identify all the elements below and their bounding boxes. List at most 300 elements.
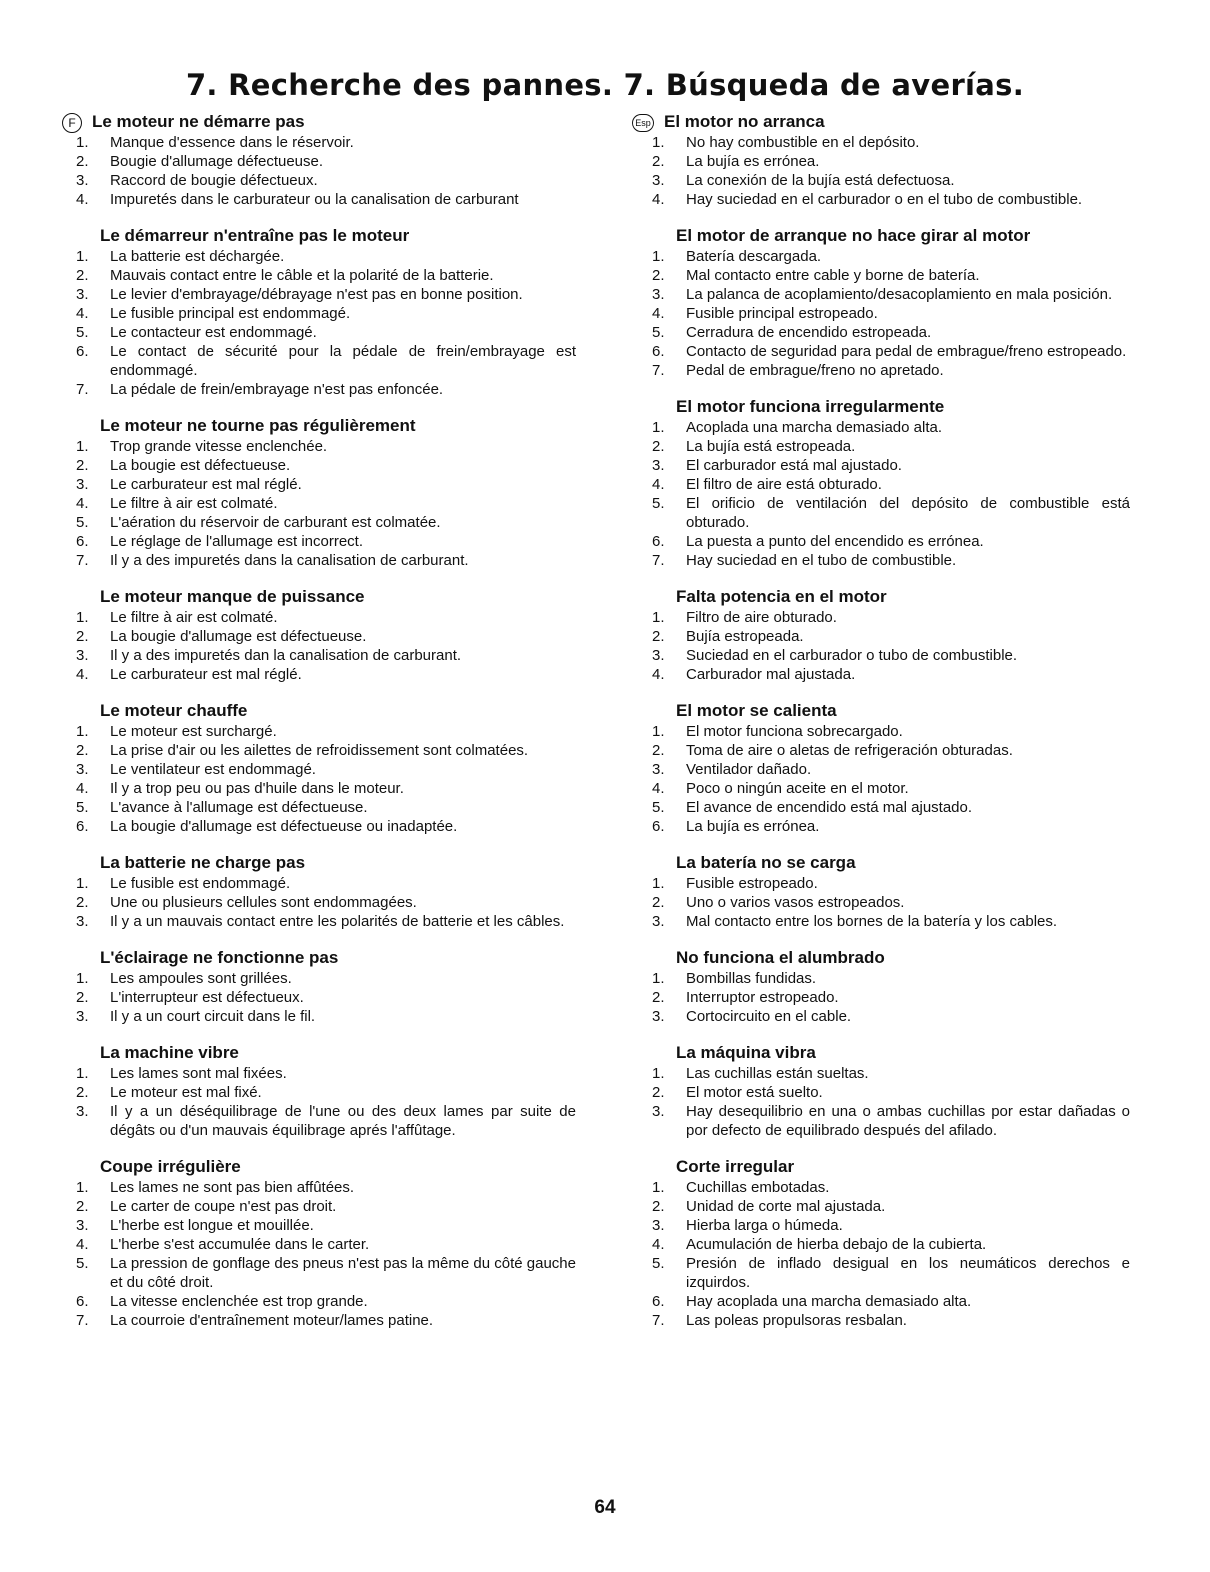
troubleshooting-section xyxy=(652,853,1130,931)
item-text: El carburador está mal ajustado. xyxy=(686,457,902,474)
list-item xyxy=(652,1102,1130,1140)
list-item xyxy=(76,646,576,665)
list-item xyxy=(76,152,576,171)
item-number: 6. xyxy=(652,1293,665,1310)
item-text: Bujía estropeada. xyxy=(686,628,804,645)
troubleshooting-section xyxy=(652,226,1130,380)
item-number: 2. xyxy=(76,742,89,759)
list-item xyxy=(76,1216,576,1235)
list-item xyxy=(76,494,576,513)
item-text: Filtro de aire obturado. xyxy=(686,609,837,626)
list-item xyxy=(76,285,576,304)
list-item xyxy=(652,741,1130,760)
list-item xyxy=(652,304,1130,323)
item-number: 3. xyxy=(76,476,89,493)
list-item xyxy=(652,1216,1130,1235)
list-item xyxy=(76,912,576,931)
list-item xyxy=(76,1102,576,1140)
list-item xyxy=(76,190,576,209)
item-number: 3. xyxy=(652,286,665,303)
item-text: Impuretés dans le carburateur ou la canalisation de carburant xyxy=(110,191,519,208)
item-number: 5. xyxy=(652,1255,665,1272)
item-text: L'avance à l'allumage est défectueuse. xyxy=(110,799,368,816)
list-item xyxy=(652,532,1130,551)
list-item xyxy=(652,1007,1130,1026)
list-item xyxy=(76,608,576,627)
list-item xyxy=(76,988,576,1007)
list-item xyxy=(76,627,576,646)
item-text: Suciedad en el carburador o tubo de combustible. xyxy=(686,647,1018,664)
list-item xyxy=(652,266,1130,285)
page-number: 64 xyxy=(594,1497,616,1518)
list-item xyxy=(76,551,576,570)
item-text: La pression de gonflage des pneus n'est pas la même du côté gauche et du côté droit. xyxy=(110,1255,576,1291)
item-number: 7. xyxy=(652,552,665,569)
list-item xyxy=(652,152,1130,171)
troubleshooting-section xyxy=(76,701,576,836)
item-number: 2. xyxy=(76,1084,89,1101)
item-text: Hay suciedad en el carburador o en el tubo de combustible. xyxy=(686,191,1083,208)
item-number: 2. xyxy=(76,267,89,284)
item-text: El avance de encendido está mal ajustado. xyxy=(686,799,973,816)
item-text: Batería descargada. xyxy=(686,248,822,265)
troubleshooting-section xyxy=(68,112,576,209)
item-number: 1. xyxy=(76,248,89,265)
item-number: 6. xyxy=(76,818,89,835)
item-number: 1. xyxy=(76,875,89,892)
list-item xyxy=(652,1311,1130,1330)
item-number: 3. xyxy=(76,761,89,778)
list-item xyxy=(652,665,1130,684)
troubleshooting-section xyxy=(76,226,576,399)
cause-list xyxy=(652,1178,1130,1330)
item-number: 4. xyxy=(652,305,665,322)
item-text: L'herbe s'est accumulée dans le carter. xyxy=(110,1236,370,1253)
item-number: 6. xyxy=(652,533,665,550)
item-text: Pedal de embrague/freno no apretado. xyxy=(686,362,944,379)
list-item xyxy=(76,760,576,779)
section-heading: La batterie ne charge pas xyxy=(100,853,306,872)
list-item xyxy=(652,874,1130,893)
section-heading: Corte irregular xyxy=(676,1157,795,1176)
item-text: La bujía está estropeada. xyxy=(686,438,856,455)
item-number: 3. xyxy=(652,647,665,664)
list-item xyxy=(76,1064,576,1083)
cause-list xyxy=(76,722,576,836)
item-number: 2. xyxy=(652,742,665,759)
item-text: Unidad de corte mal ajustada. xyxy=(686,1198,886,1215)
item-number: 2. xyxy=(652,153,665,170)
item-number: 3. xyxy=(652,457,665,474)
item-number: 4. xyxy=(76,1236,89,1253)
list-item xyxy=(76,1007,576,1026)
item-text: La puesta a punto del encendido es errónea. xyxy=(686,533,984,550)
list-item xyxy=(76,722,576,741)
list-item xyxy=(76,133,576,152)
item-text: El motor funciona sobrecargado. xyxy=(686,723,903,740)
item-number: 6. xyxy=(76,533,89,550)
list-item xyxy=(76,1254,576,1292)
cause-list xyxy=(76,1178,576,1330)
item-number: 3. xyxy=(652,172,665,189)
list-item xyxy=(76,1292,576,1311)
list-item xyxy=(652,475,1130,494)
item-text: Ventilador dañado. xyxy=(686,761,812,778)
item-text: Il y a trop peu ou pas d'huile dans le moteur. xyxy=(110,780,404,797)
item-number: 1. xyxy=(652,1065,665,1082)
list-item xyxy=(652,722,1130,741)
language-header xyxy=(68,112,576,133)
item-number: 1. xyxy=(76,1065,89,1082)
item-text: Il y a un déséquilibrage de l'une ou des deux lames par suite de dégâts ou d'un mauvais équilibrage aprés l'affûtage. xyxy=(110,1103,576,1139)
list-item xyxy=(652,817,1130,836)
list-item xyxy=(652,247,1130,266)
item-number: 4. xyxy=(652,191,665,208)
list-item xyxy=(652,1254,1130,1292)
list-item xyxy=(652,361,1130,380)
troubleshooting-section xyxy=(76,1043,576,1140)
item-number: 2. xyxy=(76,457,89,474)
troubleshooting-section xyxy=(76,416,576,570)
item-text: Presión de inflado desigual en los neumáticos derechos e izquirdos. xyxy=(686,1255,1130,1291)
item-number: 4. xyxy=(652,666,665,683)
item-text: Toma de aire o aletas de refrigeración obturadas. xyxy=(686,742,1013,759)
item-text: La bujía es errónea. xyxy=(686,818,820,835)
item-text: Les lames sont mal fixées. xyxy=(110,1065,287,1082)
list-item xyxy=(652,969,1130,988)
list-item xyxy=(76,893,576,912)
item-number: 3. xyxy=(76,647,89,664)
item-number: 2. xyxy=(652,1084,665,1101)
item-number: 3. xyxy=(652,913,665,930)
item-number: 3. xyxy=(76,913,89,930)
list-item xyxy=(652,1083,1130,1102)
list-item xyxy=(76,741,576,760)
item-number: 1. xyxy=(652,609,665,626)
item-text: La vitesse enclenchée est trop grande. xyxy=(110,1293,368,1310)
item-number: 2. xyxy=(76,628,89,645)
item-number: 7. xyxy=(652,362,665,379)
item-number: 5. xyxy=(76,799,89,816)
item-text: Il y a des impuretés dans la canalisation de carburant. xyxy=(110,552,469,569)
item-text: La palanca de acoplamiento/desacoplamiento en mala posición. xyxy=(686,286,1113,303)
item-text: Le fusible est endommagé. xyxy=(110,875,291,892)
section-heading: Le moteur ne tourne pas régulièrement xyxy=(100,416,416,435)
item-text: La prise d'air ou les ailettes de refroidissement sont colmatées. xyxy=(110,742,529,759)
item-number: 3. xyxy=(76,172,89,189)
item-number: 4. xyxy=(76,305,89,322)
item-number: 1. xyxy=(652,875,665,892)
item-number: 2. xyxy=(652,1198,665,1215)
list-item xyxy=(76,171,576,190)
item-text: Les ampoules sont grillées. xyxy=(110,970,292,987)
troubleshooting-section xyxy=(635,112,1130,209)
item-text: Cuchillas embotadas. xyxy=(686,1179,830,1196)
section-heading: La máquina vibra xyxy=(676,1043,816,1062)
item-text: Le contact de sécurité pour la pédale de frein/embrayage est endommagé. xyxy=(110,343,576,379)
item-text: Le carburateur est mal réglé. xyxy=(110,666,302,683)
item-number: 3. xyxy=(652,761,665,778)
item-text: L'herbe est longue et mouillée. xyxy=(110,1217,314,1234)
list-item xyxy=(76,1197,576,1216)
item-number: 5. xyxy=(76,1255,89,1272)
list-item xyxy=(652,551,1130,570)
item-text: Le levier d'embrayage/débrayage n'est pas en bonne position. xyxy=(110,286,523,303)
item-number: 2. xyxy=(76,894,89,911)
list-item xyxy=(76,779,576,798)
language-badge-icon: F xyxy=(62,113,82,133)
list-item xyxy=(652,133,1130,152)
item-number: 4. xyxy=(76,191,89,208)
item-number: 2. xyxy=(652,989,665,1006)
list-item xyxy=(652,1235,1130,1254)
troubleshooting-section xyxy=(76,587,576,684)
item-number: 1. xyxy=(652,134,665,151)
item-text: Fusible principal estropeado. xyxy=(686,305,878,322)
item-number: 1. xyxy=(76,438,89,455)
list-item xyxy=(652,1178,1130,1197)
list-item xyxy=(76,380,576,399)
french-column xyxy=(68,112,576,1347)
item-text: Mal contacto entre cable y borne de batería. xyxy=(686,267,980,284)
cause-list xyxy=(76,247,576,399)
list-item xyxy=(76,798,576,817)
section-heading: Le moteur manque de puissance xyxy=(100,587,365,606)
item-text: Le fusible principal est endommagé. xyxy=(110,305,351,322)
list-item xyxy=(652,342,1130,361)
list-item xyxy=(652,190,1130,209)
item-text: La bujía es errónea. xyxy=(686,153,820,170)
item-number: 2. xyxy=(76,153,89,170)
item-number: 4. xyxy=(652,1236,665,1253)
item-number: 2. xyxy=(76,1198,89,1215)
item-text: El filtro de aire está obturado. xyxy=(686,476,882,493)
list-item xyxy=(652,988,1130,1007)
item-text: Le réglage de l'allumage est incorrect. xyxy=(110,533,364,550)
item-number: 5. xyxy=(652,324,665,341)
section-heading: Falta potencia en el motor xyxy=(676,587,887,606)
list-item xyxy=(652,779,1130,798)
item-text: Bougie d'allumage défectueuse. xyxy=(110,153,324,170)
item-number: 3. xyxy=(76,1103,89,1120)
list-item xyxy=(76,874,576,893)
list-item xyxy=(652,494,1130,532)
list-item xyxy=(76,513,576,532)
list-item xyxy=(76,475,576,494)
list-item xyxy=(76,817,576,836)
list-item xyxy=(76,437,576,456)
item-text: Il y a un mauvais contact entre les polarités de batterie et les câbles. xyxy=(110,913,565,930)
item-number: 3. xyxy=(76,286,89,303)
item-number: 5. xyxy=(76,514,89,531)
item-number: 1. xyxy=(76,609,89,626)
troubleshooting-section xyxy=(76,1157,576,1330)
list-item xyxy=(76,532,576,551)
item-number: 1. xyxy=(76,1179,89,1196)
item-number: 2. xyxy=(76,989,89,1006)
item-text: L'interrupteur est défectueux. xyxy=(110,989,304,1006)
item-text: Le moteur est mal fixé. xyxy=(110,1084,262,1101)
list-item xyxy=(652,456,1130,475)
cause-list xyxy=(652,418,1130,570)
section-heading: El motor no arranca xyxy=(664,112,825,131)
item-text: Carburador mal ajustada. xyxy=(686,666,856,683)
item-text: Le moteur est surchargé. xyxy=(110,723,277,740)
list-item xyxy=(76,323,576,342)
section-heading: La batería no se carga xyxy=(676,853,856,872)
item-text: Hierba larga o húmeda. xyxy=(686,1217,843,1234)
list-item xyxy=(652,418,1130,437)
item-number: 2. xyxy=(652,267,665,284)
item-text: La bougie d'allumage est défectueuse. xyxy=(110,628,367,645)
item-text: Hay desequilibrio en una o ambas cuchillas por estar dañadas o por defecto de equilibrado después del afilado. xyxy=(686,1103,1130,1139)
item-number: 6. xyxy=(652,343,665,360)
item-number: 4. xyxy=(76,666,89,683)
item-number: 4. xyxy=(76,495,89,512)
troubleshooting-section xyxy=(652,948,1130,1026)
cause-list xyxy=(652,608,1130,684)
item-number: 6. xyxy=(76,1293,89,1310)
item-text: La batterie est déchargée. xyxy=(110,248,285,265)
troubleshooting-section xyxy=(652,1157,1130,1330)
item-text: Le carter de coupe n'est pas droit. xyxy=(110,1198,337,1215)
cause-list xyxy=(652,722,1130,836)
item-text: Bombillas fundidas. xyxy=(686,970,817,987)
item-text: Cerradura de encendido estropeada. xyxy=(686,324,932,341)
item-text: Poco o ningún aceite en el motor. xyxy=(686,780,909,797)
item-text: Manque d'essence dans le réservoir. xyxy=(110,134,354,151)
item-number: 1. xyxy=(76,134,89,151)
item-number: 1. xyxy=(652,248,665,265)
cause-list xyxy=(652,247,1130,380)
list-item xyxy=(76,1083,576,1102)
item-number: 1. xyxy=(652,419,665,436)
item-text: Une ou plusieurs cellules sont endommagées. xyxy=(110,894,417,911)
item-number: 5. xyxy=(652,799,665,816)
list-item xyxy=(76,1235,576,1254)
item-text: Las poleas propulsoras resbalan. xyxy=(686,1312,907,1329)
list-item xyxy=(76,304,576,323)
item-number: 3. xyxy=(652,1008,665,1025)
troubleshooting-section xyxy=(652,1043,1130,1140)
item-text: Il y a des impuretés dan la canalisation de carburant. xyxy=(110,647,462,664)
item-number: 4. xyxy=(76,780,89,797)
item-number: 2. xyxy=(652,628,665,645)
item-number: 1. xyxy=(76,970,89,987)
item-text: Interruptor estropeado. xyxy=(686,989,839,1006)
list-item xyxy=(76,1311,576,1330)
spanish-column xyxy=(635,112,1130,1347)
item-text: Le filtre à air est colmaté. xyxy=(110,495,278,512)
item-number: 1. xyxy=(652,1179,665,1196)
cause-list xyxy=(652,133,1130,209)
troubleshooting-section xyxy=(652,701,1130,836)
list-item xyxy=(76,247,576,266)
item-number: 7. xyxy=(652,1312,665,1329)
list-item xyxy=(652,171,1130,190)
page-title: 7. Recherche des pannes. 7. Búsqueda de averías. xyxy=(185,68,1025,102)
item-text: Le carburateur est mal réglé. xyxy=(110,476,302,493)
list-item xyxy=(652,893,1130,912)
troubleshooting-section xyxy=(652,587,1130,684)
list-item xyxy=(76,1178,576,1197)
troubleshooting-section xyxy=(76,853,576,931)
cause-list xyxy=(76,874,576,931)
list-item xyxy=(652,760,1130,779)
item-text: Acumulación de hierba debajo de la cubierta. xyxy=(686,1236,987,1253)
list-item xyxy=(76,266,576,285)
item-number: 6. xyxy=(652,818,665,835)
list-item xyxy=(652,1197,1130,1216)
item-text: El motor está suelto. xyxy=(686,1084,823,1101)
item-text: Acoplada una marcha demasiado alta. xyxy=(686,419,942,436)
item-text: Fusible estropeado. xyxy=(686,875,818,892)
item-text: Raccord de bougie défectueux. xyxy=(110,172,318,189)
item-text: Le filtre à air est colmaté. xyxy=(110,609,278,626)
cause-list xyxy=(76,133,576,209)
cause-list xyxy=(76,608,576,684)
item-number: 4. xyxy=(652,780,665,797)
item-text: El orificio de ventilación del depósito de combustible está obturado. xyxy=(686,495,1130,531)
item-number: 4. xyxy=(652,476,665,493)
list-item xyxy=(652,1292,1130,1311)
item-text: Contacto de seguridad para pedal de embrague/freno estropeado. xyxy=(686,343,1127,360)
item-text: Le ventilateur est endommagé. xyxy=(110,761,316,778)
cause-list xyxy=(76,969,576,1026)
item-text: Uno o varios vasos estropeados. xyxy=(686,894,905,911)
item-number: 5. xyxy=(652,495,665,512)
section-heading: No funciona el alumbrado xyxy=(676,948,885,967)
item-number: 3. xyxy=(652,1217,665,1234)
cause-list xyxy=(76,437,576,570)
section-heading: El motor se calienta xyxy=(676,701,837,720)
list-item xyxy=(76,342,576,380)
list-item xyxy=(76,969,576,988)
item-number: 5. xyxy=(76,324,89,341)
list-item xyxy=(652,627,1130,646)
item-text: La bougie est défectueuse. xyxy=(110,457,291,474)
item-text: Cortocircuito en el cable. xyxy=(686,1008,852,1025)
section-heading: Le moteur chauffe xyxy=(100,701,248,720)
item-text: Hay suciedad en el tubo de combustible. xyxy=(686,552,957,569)
item-number: 3. xyxy=(76,1008,89,1025)
item-number: 3. xyxy=(652,1103,665,1120)
item-number: 7. xyxy=(76,552,89,569)
item-text: Mauvais contact entre le câble et la polarité de la batterie. xyxy=(110,267,494,284)
item-number: 3. xyxy=(76,1217,89,1234)
item-text: La conexión de la bujía está defectuosa. xyxy=(686,172,955,189)
item-text: No hay combustible en el depósito. xyxy=(686,134,920,151)
list-item xyxy=(652,323,1130,342)
item-number: 1. xyxy=(652,723,665,740)
list-item xyxy=(652,437,1130,456)
cause-list xyxy=(76,1064,576,1140)
item-text: Le contacteur est endommagé. xyxy=(110,324,317,341)
section-heading: La machine vibre xyxy=(100,1043,239,1062)
item-number: 7. xyxy=(76,381,89,398)
item-text: Mal contacto entre los bornes de la batería y los cables. xyxy=(686,913,1058,930)
list-item xyxy=(652,912,1130,931)
item-number: 2. xyxy=(652,438,665,455)
list-item xyxy=(652,646,1130,665)
list-item xyxy=(652,285,1130,304)
troubleshooting-section xyxy=(652,397,1130,570)
list-item xyxy=(652,798,1130,817)
cause-list xyxy=(652,874,1130,931)
section-heading: El motor funciona irregularmente xyxy=(676,397,945,416)
item-number: 6. xyxy=(76,343,89,360)
cause-list xyxy=(652,1064,1130,1140)
